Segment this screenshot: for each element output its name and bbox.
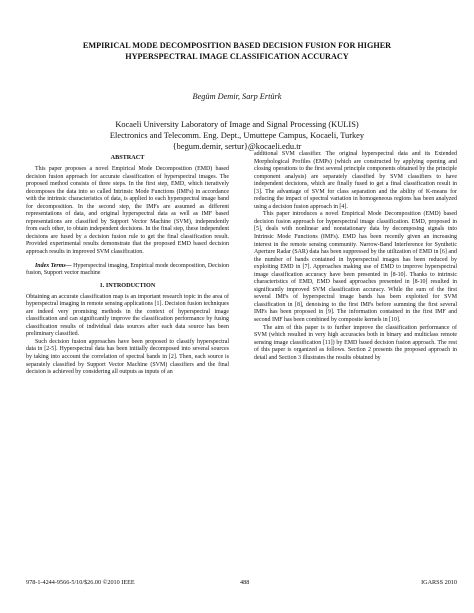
affiliation-block: [40, 119, 434, 152]
footer-copyright: 978-1-4244-9566-5/10/$26.00 ©2010 IEEE: [26, 579, 135, 586]
affiliation-line-1: Kocaeli University Laboratory of Image and Signal Processing (KULIS): [115, 120, 359, 129]
page-footer: [26, 579, 457, 587]
right-paragraph-1: additional SVM classifier. The original hyperspectral data and its Extended Morphological Profiles (EMPs) (which are constructed by applying opening and closing operations to the first several principle components obtained by the principle component analysis) are separately classified by SVM classifiers to have independent decisions, which are finally fused to get a final classification result in [3]. The advantage of SVM for class separation and the ability of K-means for reducing the impact of spectral variation in homogeneous regions has been analyzed using a decision fusion approach in [4].: [254, 151, 457, 210]
right-paragraph-2: This paper introduces a novel Empirical Mode Decomposition (EMD) based decision fusion approach for hyperspectral image classification. EMD, proposed in [5], deals with nonlinear and nonstationary data by decomposing signals into Intrinsic Mode Functions (IMFs). EMD has been recently given an increasing interest in the remote sensing community. Narrow-Band Interference for Synthetic Aperture Radar (SAR) data has been suppressed by the utilization of EMD in [6] and the number of bands contained in hyperspectral images has been reduced by exploiting EMD in [7]. Approaches making use of EMD to improve hyperspectral image classification accuracy have been presented in [8-10]. Thanks to intrinsic characteristics of EMD, EMD based approaches presented in [8-10] resulted in significantly improved SVM classification accuracy. While the sum of the first several IMFs of hyperspectral image bands has been exploited for SVM classification in [8], denoising to the first IMFs before summing the first several IMFs has been proposed in [9]. The information contained in the first IMF and second IMF has been combined by composite kernels in [10].: [254, 211, 457, 324]
title-line-1: EMPIRICAL MODE DECOMPOSITION BASED DECISION FUSION FOR HIGHER: [82, 41, 392, 50]
right-column: [254, 151, 457, 362]
introduction-heading: 1. INTRODUCTION: [99, 281, 156, 289]
paper-title: [40, 40, 434, 62]
intro-paragraph-1: Obtaining an accurate classification map is an important research topic in the area of hyperspectral imaging in remote sensing applications [1]. Decision fusion techniques are indeed very promising methods in the context of hyperspectral image classification and can significantly improve the classification performance by fusing classification results of individual data sources after each data source has been preliminary classified.: [26, 293, 229, 338]
right-paragraph-3: The aim of this paper is to further improve the classification performance of SVM (which resulted in very high accuracies both in binary and multiclass remote sensing image classification [11]) by EMD based decision fusion approach. The rest of this paper is organized as follows. Section 2 presents the proposed approach in detail and Section 3 illustrates the results obtained by: [254, 324, 457, 361]
left-column: [26, 151, 229, 377]
index-terms-text: Hyperspectral imaging, Empirical mode decomposition, Decision fusion, Support vector machine: [26, 262, 229, 277]
author-names: Begüm Demir, Sarp Ertürk: [192, 92, 282, 101]
index-terms-label: Index Terms—: [35, 262, 72, 269]
conference-name: IGARSS 2010: [421, 579, 457, 586]
abstract-heading: ABSTRACT: [110, 154, 145, 161]
affiliation-line-2: Electronics and Telecomm. Eng. Dept., Umuttepe Campus, Kocaeli, Turkey: [109, 131, 365, 140]
intro-paragraph-2: Such decision fusion approaches have been proposed to classify hyperspectral data in [2-5]. Hyperspectral data has been initially decomposed into several sources by taking into account the correlation of spectral bands in [2]. Then, each source is separately classified by Support Vector Machine (SVM) classifiers and the final decision is achieved by considering all outputs as inputs of an: [26, 338, 229, 376]
page-number: 488: [240, 579, 250, 586]
index-terms: [26, 263, 229, 278]
affiliation-email: {begum.demir, sertur}@kocaeli.edu.tr: [172, 142, 302, 151]
title-line-2: HYPERSPECTRAL IMAGE CLASSIFICATION ACCURACY: [125, 52, 349, 61]
abstract-paragraph: This paper proposes a novel Empirical Mode Decomposition (EMD) based decision fusion approach for accurate classification of hyperspectral images. The proposed method consists of three steps. In the first step, EMD, which iteratively decomposes the data into so called Intrinsic Mode Functions (IMFs) in accordance with the intrinsic characteristics of data, is applied to each hyperspectral image band for decomposition. In the second step, the IMFs are assumed as different representations of data, and original hyperspectral data as well as IMF based representations are classified by Support Vector Machine (SVM), independently from each other, to obtain independent decisions. In the final step, these independent decisions are fused by a decision fusion rule to get the final classification result. Provided experimental results demonstrate that the proposed EMD based decision approach results in improved SVM classification.: [26, 166, 229, 256]
